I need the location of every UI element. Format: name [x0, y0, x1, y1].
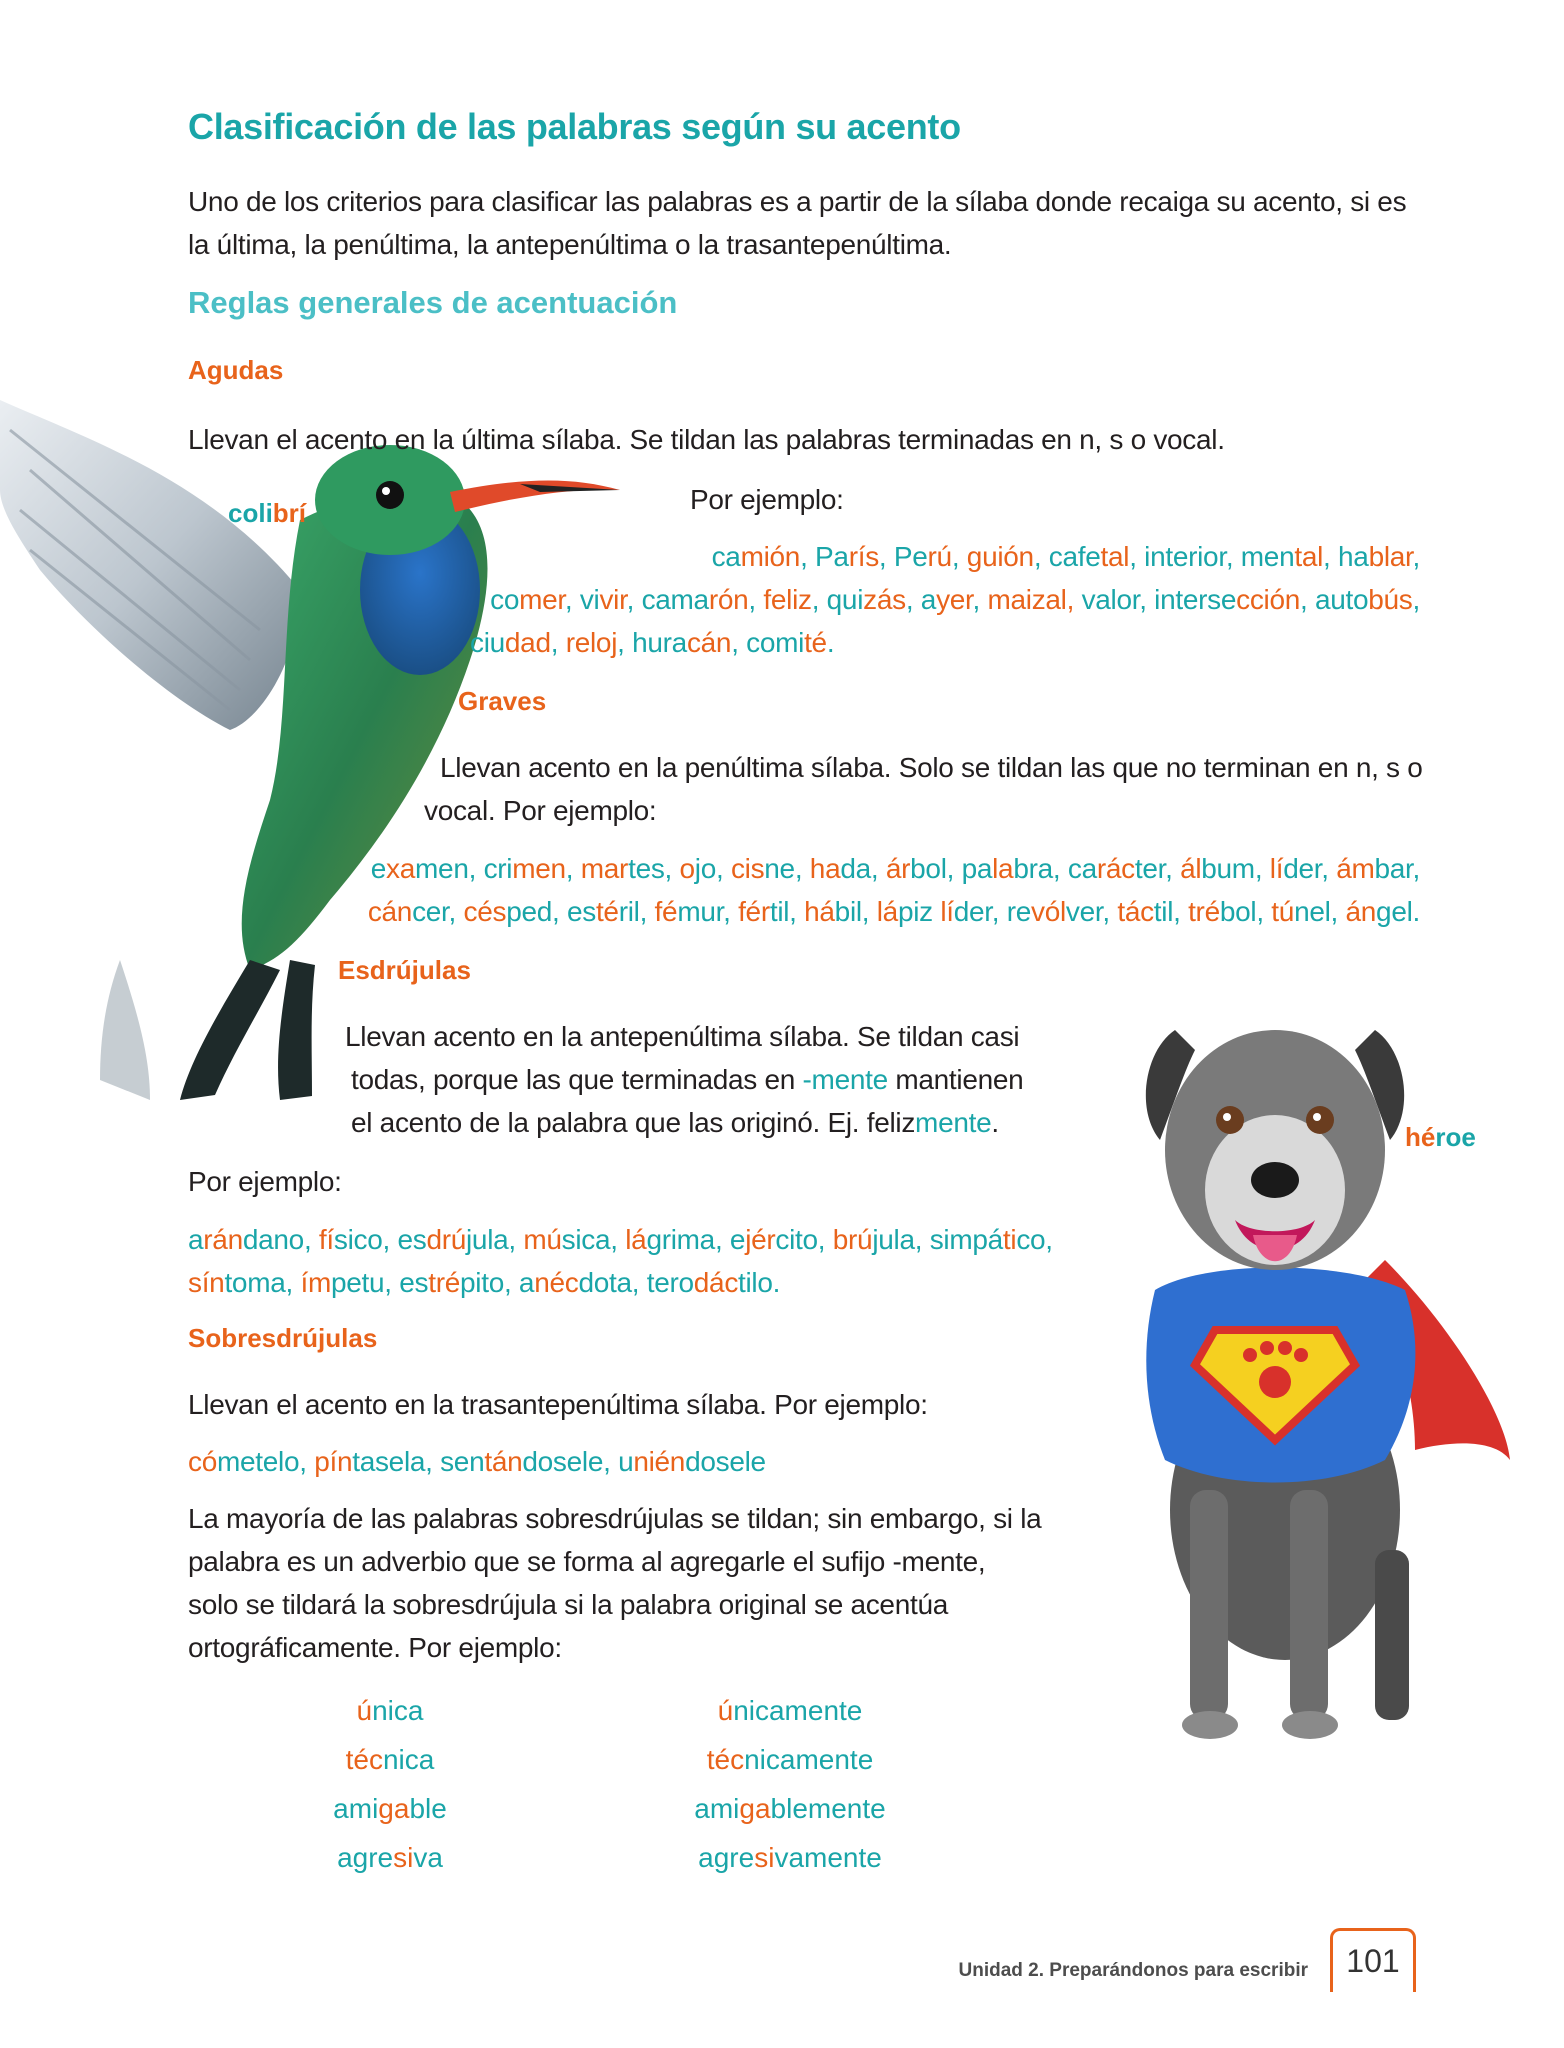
text-segment: té	[804, 627, 827, 658]
pair-adverb-3	[670, 1784, 910, 1833]
text-segment: cis	[730, 853, 765, 884]
text-segment: hé	[1405, 1122, 1436, 1152]
text-segment: valor,	[1081, 584, 1155, 615]
note-line-1: La mayoría de las palabras sobresdrújulas se tildan; sin embargo, si la	[188, 1503, 1042, 1534]
superhero-dog-image	[1085, 990, 1515, 1750]
text-segment: ím	[300, 1267, 331, 1298]
text-segment: a	[518, 1267, 535, 1298]
text-segment: cafe	[1048, 541, 1101, 572]
text-segment: e	[729, 1224, 746, 1255]
text-segment: ,	[1323, 541, 1339, 572]
text-segment: til,	[1153, 896, 1189, 927]
text-segment: es	[399, 1267, 429, 1298]
text-segment: auto	[1314, 584, 1369, 615]
sobresdrujulas-rule: Llevan el acento en la trasantepenúltima sílaba. Por ejemplo:	[188, 1389, 928, 1420]
text-segment: nién	[633, 1446, 686, 1477]
sobresdrujulas-examples	[188, 1440, 766, 1483]
text-segment: cama	[641, 584, 709, 615]
text-segment: fé	[654, 896, 678, 927]
text-segment: coli	[228, 498, 273, 528]
page-title: Clasificación de las palabras según su acento	[188, 106, 961, 147]
text-segment: co,	[1016, 1224, 1053, 1255]
text-segment: ciu	[470, 627, 505, 658]
caption-colibri-text	[228, 498, 306, 528]
text-segment: án	[1345, 896, 1377, 927]
text-segment: ,	[731, 627, 747, 658]
text-segment: rís	[848, 541, 879, 572]
text-segment: rác	[1096, 853, 1135, 884]
pair-adverb-1	[670, 1686, 910, 1735]
text-segment: ped,	[506, 896, 567, 927]
text-segment: cri	[483, 853, 513, 884]
text-segment: lá	[625, 1224, 647, 1255]
text-segment: ,	[1033, 541, 1049, 572]
text-segment: jula,	[872, 1224, 930, 1255]
heading-agudas: Agudas	[188, 355, 284, 385]
text-segment: ,	[878, 541, 894, 572]
text-segment: bol,	[1219, 896, 1272, 927]
text-segment: cán	[686, 627, 732, 658]
text-segment: pa	[961, 853, 993, 884]
text-segment: .	[991, 1107, 999, 1138]
text-segment: agre	[337, 1842, 394, 1873]
text-segment: la	[992, 853, 1014, 884]
esdrujulas-rule-line-3	[345, 1101, 1023, 1144]
text-segment: xa	[386, 853, 416, 884]
text-segment: piz	[897, 896, 941, 927]
text-segment: tal	[1100, 541, 1130, 572]
agudas-examples-line-2	[440, 578, 1420, 621]
text-segment: jér	[745, 1224, 776, 1255]
caption-heroe-text	[1405, 1122, 1476, 1152]
text-segment: reloj	[565, 627, 618, 658]
text-segment: ga	[739, 1793, 771, 1824]
text-segment: lá	[876, 896, 898, 927]
text-segment: comi	[746, 627, 805, 658]
text-segment: ril,	[618, 896, 655, 927]
text-segment: zás	[863, 584, 906, 615]
text-segment: rán	[203, 1224, 243, 1255]
intro-paragraph: Uno de los criterios para clasificar las palabras es a partir de la sílaba donde recaiga su acento, si es la última, la penúltima, la antepenúltima o la trasantepenúltima.	[188, 186, 1407, 260]
text-segment: sín	[188, 1267, 225, 1298]
text-segment: tal	[1294, 541, 1324, 572]
text-segment: tasela,	[352, 1446, 441, 1477]
text-segment: mer	[519, 584, 565, 615]
esdrujulas-rule-line-2	[345, 1058, 1023, 1101]
esdrujulas-rule	[345, 1015, 1023, 1144]
page-number: 101	[1330, 1928, 1416, 1992]
text-segment: nel,	[1294, 896, 1346, 927]
text-segment: vól	[1031, 896, 1066, 927]
text-segment: fí	[318, 1224, 334, 1255]
agudas-rule: Llevan el acento en la última sílaba. Se tildan las palabras terminadas en n, s o vocal.	[188, 424, 1225, 455]
pair-adverb-4	[670, 1833, 910, 1882]
graves-rule-line-1: Llevan acento en la penúltima sílaba. Solo se tildan las que no terminan en n, s o	[440, 752, 1423, 783]
text-segment: el acento de la palabra que las originó. Ej. feliz	[351, 1107, 916, 1138]
text-segment: Pa	[815, 541, 849, 572]
text-segment: ter,	[1134, 853, 1181, 884]
text-segment: mión	[740, 541, 801, 572]
text-segment: bra,	[1013, 853, 1068, 884]
text-segment: rú	[927, 541, 952, 572]
text-segment: todas, porque las que terminadas en	[351, 1064, 803, 1095]
text-segment: dosele,	[522, 1446, 619, 1477]
text-segment: simpá	[929, 1224, 1003, 1255]
text-segment: ú	[356, 1695, 373, 1726]
text-segment: sico,	[333, 1224, 398, 1255]
text-segment: ,	[905, 584, 921, 615]
esdrujulas-examples-line-2	[188, 1261, 1053, 1304]
text-segment: dad	[504, 627, 551, 658]
text-segment: ,	[1300, 584, 1315, 615]
graves-examples-line-2	[330, 890, 1420, 933]
text-segment: ver,	[1065, 896, 1118, 927]
text-segment: a	[920, 584, 937, 615]
heading-sobresdrujulas: Sobresdrújulas	[188, 1323, 378, 1353]
heroe-caption	[1405, 1122, 1476, 1153]
note-line-3: solo se tildará la sobresdrújula si la palabra original se acentúa	[188, 1589, 948, 1620]
text-segment: sen	[440, 1446, 485, 1477]
text-segment: nicamente	[744, 1744, 874, 1775]
esdrujulas-examples-line-1	[188, 1218, 1053, 1261]
colibri-caption	[228, 498, 306, 529]
text-segment: rón	[708, 584, 749, 615]
text-segment: vir	[599, 584, 627, 615]
text-segment: ble	[409, 1793, 447, 1824]
text-segment: dota,	[578, 1267, 647, 1298]
text-segment: ,	[748, 584, 764, 615]
agudas-example-label: Por ejemplo:	[690, 484, 844, 515]
text-segment: vamente	[774, 1842, 882, 1873]
text-segment: ca	[711, 541, 741, 572]
text-segment: co	[490, 584, 520, 615]
agudas-examples-line-1	[440, 535, 1420, 578]
pair-base-1	[280, 1686, 500, 1735]
text-segment: ,	[1412, 584, 1420, 615]
text-segment: Llevan acento en la antepenúltima sílaba. Se tildan casi	[345, 1021, 1020, 1052]
text-segment: yer	[936, 584, 973, 615]
text-segment: ca	[1067, 853, 1097, 884]
footer-unit: Unidad 2. Preparándonos para escribir	[958, 1960, 1308, 1981]
text-segment: brú	[832, 1224, 873, 1255]
text-segment: men	[512, 853, 566, 884]
text-segment: mantienen	[887, 1064, 1024, 1095]
text-segment: ,	[811, 584, 827, 615]
text-segment: ga	[378, 1793, 410, 1824]
text-segment: a	[188, 1224, 204, 1255]
text-segment: cán	[367, 896, 413, 927]
text-segment: blar	[1368, 541, 1413, 572]
text-segment: bum,	[1201, 853, 1270, 884]
pair-base-2	[280, 1735, 500, 1784]
text-segment: có	[188, 1446, 217, 1477]
text-segment: gel.	[1376, 896, 1420, 927]
text-segment: til,	[769, 896, 805, 927]
text-segment: sica,	[561, 1224, 626, 1255]
text-segment: guión	[966, 541, 1034, 572]
text-segment: agre	[698, 1842, 755, 1873]
text-segment: bús	[1368, 584, 1413, 615]
heading-esdrujulas: Esdrújulas	[338, 955, 471, 985]
text-segment: ,	[1412, 541, 1420, 572]
text-segment: petu,	[330, 1267, 400, 1298]
text-segment: pín	[314, 1446, 353, 1477]
text-segment: toma,	[224, 1267, 301, 1298]
pairs-adverb-column	[670, 1686, 910, 1882]
text-segment: si	[393, 1842, 414, 1873]
text-segment: fér	[738, 896, 770, 927]
text-segment: ,	[617, 627, 633, 658]
agudas-examples-line-3	[440, 621, 1420, 664]
text-segment: cito,	[775, 1224, 833, 1255]
text-segment: .	[826, 627, 835, 658]
pairs-base-column	[280, 1686, 500, 1882]
text-segment: ,	[550, 627, 566, 658]
text-segment: ha	[809, 853, 841, 884]
text-segment: cción	[1236, 584, 1300, 615]
text-segment: interior,	[1144, 541, 1241, 572]
text-segment: ha	[1338, 541, 1369, 572]
text-segment: jo,	[694, 853, 731, 884]
text-segment: ú	[717, 1695, 734, 1726]
section-subtitle: Reglas generales de acentuación	[188, 285, 678, 320]
text-segment: ,	[1129, 541, 1145, 572]
esdrujulas-example-label: Por ejemplo:	[188, 1166, 342, 1197]
text-segment: ti	[1002, 1224, 1017, 1255]
text-segment: men	[1240, 541, 1295, 572]
text-segment: dosele	[685, 1446, 766, 1477]
text-segment: der,	[953, 896, 1007, 927]
text-segment: té	[595, 896, 619, 927]
text-segment: há	[804, 896, 835, 927]
text-segment: tú	[1271, 896, 1295, 927]
text-segment: dano,	[242, 1224, 319, 1255]
text-segment: hura	[632, 627, 687, 658]
text-segment: lí	[940, 896, 954, 927]
text-segment: blemente	[770, 1793, 886, 1824]
text-segment: téc	[345, 1744, 383, 1775]
text-segment: tán	[484, 1446, 523, 1477]
text-segment: tré	[1188, 896, 1220, 927]
text-segment: qui	[826, 584, 864, 615]
text-segment: metelo,	[216, 1446, 315, 1477]
text-segment: nicamente	[733, 1695, 863, 1726]
heading-graves: Graves	[458, 686, 547, 716]
text-segment: cés	[463, 896, 507, 927]
text-segment: ami	[333, 1793, 379, 1824]
esdrujulas-rule-line-1	[345, 1015, 1023, 1058]
text-segment: ár	[885, 853, 911, 884]
pair-base-3	[280, 1784, 500, 1833]
text-segment: mú	[523, 1224, 562, 1255]
note-line-4: ortográficamente. Por ejemplo:	[188, 1632, 562, 1663]
text-segment: bol,	[910, 853, 962, 884]
text-segment: ami	[694, 1793, 740, 1824]
text-segment: nica	[382, 1744, 435, 1775]
text-segment: o	[679, 853, 695, 884]
text-segment: der,	[1283, 853, 1337, 884]
text-segment: mar	[580, 853, 629, 884]
text-segment: -mente	[802, 1064, 888, 1095]
graves-rule-line-2: vocal. Por ejemplo:	[424, 795, 657, 826]
text-segment: grima,	[646, 1224, 730, 1255]
text-segment: tes,	[628, 853, 680, 884]
text-segment: drú	[426, 1224, 467, 1255]
text-segment: roe	[1435, 1122, 1476, 1152]
text-segment: ám	[1336, 853, 1375, 884]
graves-examples-line-1	[330, 847, 1420, 890]
pair-adverb-2	[670, 1735, 910, 1784]
text-segment: Pe	[893, 541, 928, 572]
text-segment: brí	[272, 498, 307, 528]
text-segment: tré	[428, 1267, 461, 1298]
esdrujulas-examples	[188, 1218, 1053, 1304]
text-segment: es	[397, 1224, 427, 1255]
graves-examples	[330, 847, 1420, 933]
text-segment: dác	[693, 1267, 739, 1298]
text-segment: ne,	[764, 853, 810, 884]
text-segment: ,	[972, 584, 988, 615]
text-segment: ,	[800, 541, 816, 572]
text-segment: ,	[564, 584, 580, 615]
text-segment: pito,	[460, 1267, 519, 1298]
text-segment: bil,	[834, 896, 877, 927]
text-segment: bar,	[1374, 853, 1420, 884]
text-segment: maizal,	[987, 584, 1082, 615]
text-segment: tilo.	[738, 1267, 781, 1298]
text-segment: men,	[415, 853, 484, 884]
text-segment: vi	[579, 584, 600, 615]
agudas-examples	[440, 535, 1420, 664]
text-segment: si	[754, 1842, 775, 1873]
text-segment: mur,	[677, 896, 739, 927]
text-segment: néc	[534, 1267, 579, 1298]
text-segment: lí	[1269, 853, 1284, 884]
text-segment: u	[618, 1446, 634, 1477]
text-segment: re	[1006, 896, 1032, 927]
text-segment: tác	[1117, 896, 1154, 927]
text-segment: jula,	[466, 1224, 524, 1255]
text-segment: feliz	[763, 584, 812, 615]
text-segment: nica	[372, 1695, 424, 1726]
text-segment: va	[413, 1842, 443, 1873]
text-segment: tero	[646, 1267, 694, 1298]
text-segment: ,	[626, 584, 642, 615]
pair-base-4	[280, 1833, 500, 1882]
sobresdrujulas-note	[188, 1497, 1041, 1669]
text-segment: es	[566, 896, 596, 927]
text-segment: e	[370, 853, 387, 884]
text-segment: mente	[915, 1107, 992, 1138]
text-segment: cer,	[412, 896, 464, 927]
text-segment: da,	[840, 853, 886, 884]
sobresdrujulas-examples-line-1	[188, 1440, 766, 1483]
text-segment: ál	[1180, 853, 1202, 884]
text-segment: interse	[1154, 584, 1237, 615]
text-segment: téc	[706, 1744, 745, 1775]
text-segment: ,	[951, 541, 967, 572]
text-segment: ,	[565, 853, 581, 884]
note-line-2: palabra es un adverbio que se forma al agregarle el sufijo -mente,	[188, 1546, 986, 1577]
